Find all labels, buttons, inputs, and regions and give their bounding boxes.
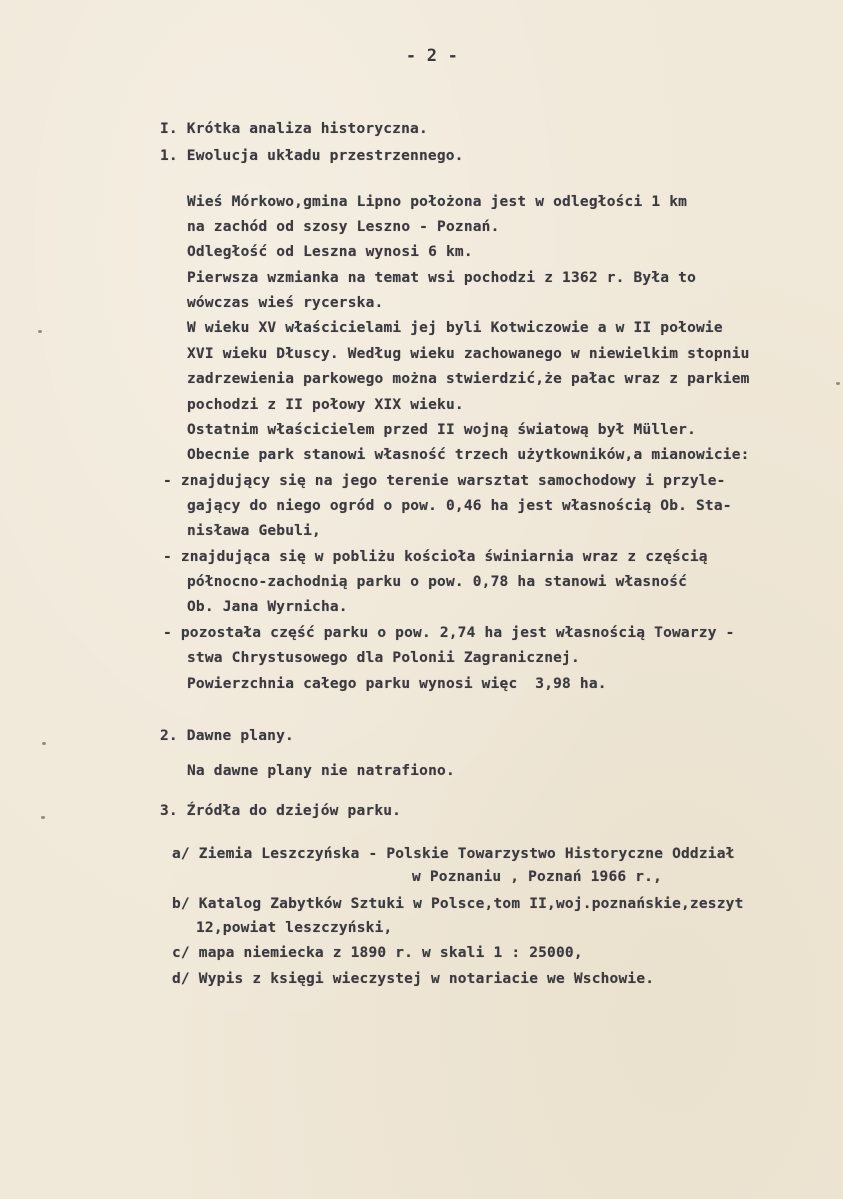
subsection-heading: 1. Ewolucja układu przestrzennego. <box>160 148 464 164</box>
list-item: - pozostała część parku o pow. 2,74 ha jest własnością Towarzy - <box>163 625 735 641</box>
source-item: c/ mapa niemiecka z 1890 r. w skali 1 : 25000, <box>172 945 583 961</box>
text-line: Obecnie park stanowi własność trzech użytkowników,a mianowicie: <box>187 447 750 463</box>
text-line: XVI wieku Dłuscy. Według wieku zachowanego w niewielkim stopniu <box>187 346 750 362</box>
text-line: stwa Chrystusowego dla Polonii Zagranicznej. <box>187 650 580 666</box>
page-number: - 2 - <box>405 46 459 66</box>
text-line: Pierwsza wzmianka na temat wsi pochodzi z 1362 r. Była to <box>187 270 696 286</box>
source-item: a/ Ziemia Leszczyńska - Polskie Towarzystwo Historyczne Oddział <box>172 846 735 862</box>
paper-speck <box>836 382 840 385</box>
paper-speck <box>38 330 42 333</box>
text-line: 12,powiat leszczyński, <box>196 920 393 936</box>
text-line: Na dawne plany nie natrafiono. <box>187 763 455 779</box>
paper-speck <box>42 742 46 745</box>
subsection-heading: 3. Źródła do dziejów parku. <box>160 803 402 819</box>
section-heading: I. Krótka analiza historyczna. <box>160 121 428 137</box>
text-line: zadrzewienia parkowego można stwierdzić,że pałac wraz z parkiem <box>187 371 750 387</box>
source-item: d/ Wypis z księgi wieczystej w notariacie we Wschowie. <box>172 971 655 987</box>
text-line: Wieś Mórkowo,gmina Lipno położona jest w odległości 1 km <box>187 194 688 210</box>
list-item: - znajdujący się na jego terenie warsztat samochodowy i przyle- <box>163 473 726 489</box>
text-line: gający do niego ogród o pow. 0,46 ha jest własnością Ob. Sta- <box>187 498 732 514</box>
text-line: w Poznaniu , Poznań 1966 r., <box>412 869 663 885</box>
text-line: Ob. Jana Wyrnicha. <box>187 599 348 615</box>
subsection-heading: 2. Dawne plany. <box>160 728 294 744</box>
text-line: Ostatnim właścicielem przed II wojną światową był Müller. <box>187 422 696 438</box>
text-line: Powierzchnia całego parku wynosi więc 3,98 ha. <box>187 676 607 692</box>
text-line: wówczas wieś rycerska. <box>187 295 384 311</box>
text-line: północno-zachodnią parku o pow. 0,78 ha stanowi własność <box>187 574 688 590</box>
text-line: W wieku XV właścicielami jej byli Kotwiczowie a w II połowie <box>187 320 723 336</box>
paper-speck <box>41 816 45 819</box>
text-line: na zachód od szosy Leszno - Poznań. <box>187 219 500 235</box>
text-line: nisława Gebuli, <box>187 523 321 539</box>
list-item: - znajdująca się w pobliżu kościoła świniarnia wraz z częścią <box>163 549 708 565</box>
text-line: pochodzi z II połowy XIX wieku. <box>187 397 464 413</box>
text-line: Odległość od Leszna wynosi 6 km. <box>187 244 473 260</box>
source-item: b/ Katalog Zabytków Sztuki w Polsce,tom II,woj.poznańskie,zeszyt <box>172 896 744 912</box>
